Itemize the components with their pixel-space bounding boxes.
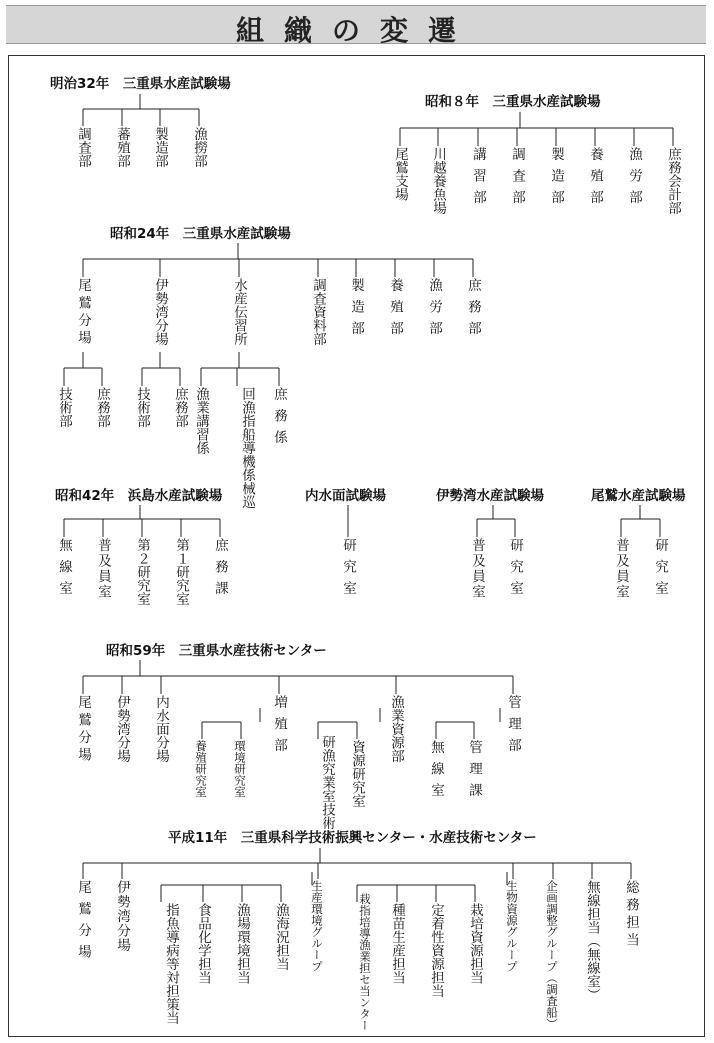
org-unit: 第１研究室 [173, 538, 189, 606]
org-unit: 講習部 [470, 147, 486, 212]
org-subunit: 栽培資源担当 [467, 903, 483, 984]
org-unit: 企画調整グループ（調査船） [545, 880, 559, 1030]
org-unit: 漁業資源部 [388, 695, 404, 763]
org-unit: 庶務会計部 [665, 147, 681, 215]
org-unit: 尾鷲分場 [75, 695, 91, 765]
org-unit: 第２研究室 [134, 538, 150, 606]
org-unit: 研究室 [507, 538, 523, 603]
org-subunit: 研漁究業室技術 [319, 735, 335, 830]
org-subunit: 回漁指船導機係械巡 [239, 387, 255, 509]
org-unit: 内水面分場 [153, 695, 169, 763]
org-unit: 調査部 [75, 127, 91, 168]
org-subunit: 技術部 [56, 387, 72, 428]
org-subunit: 指魚導病等対担策当 [163, 903, 179, 1025]
org-subunit: 食品化学担当 [195, 903, 211, 984]
org-unit: 管理部 [505, 695, 521, 760]
era-header-meiji32: 明治32年 三重県水産試験場 [50, 76, 231, 92]
org-unit: 尾鷲支場 [392, 147, 408, 201]
org-subunit: 漁場環境担当 [234, 903, 250, 984]
era-header-owase: 尾鷲水産試験場 [591, 488, 686, 504]
org-unit: 製造部 [152, 127, 168, 168]
org-unit: 総務担当 [623, 880, 639, 950]
org-unit: 無線担当（無線室） [584, 880, 600, 1002]
org-unit: 漁撈部 [191, 127, 207, 168]
org-unit: 普及員室 [613, 538, 629, 600]
org-unit: 伊勢湾分場 [152, 278, 168, 346]
org-unit: 漁労部 [626, 147, 642, 212]
org-unit: 川越養魚場 [430, 147, 446, 215]
org-unit: 水産伝習所 [231, 278, 247, 346]
org-unit: 普及員室 [469, 538, 485, 600]
page-title: 組織の変遷 [235, 14, 476, 47]
org-subunit: 定着性資源担当 [428, 903, 444, 998]
org-subunit: 無線室 [428, 740, 444, 805]
org-subunit: 庶務係 [271, 387, 287, 452]
org-unit: 庶務部 [465, 278, 481, 343]
org-unit: 生産環境グループ [310, 880, 324, 972]
org-unit: 蕃殖部 [114, 127, 130, 168]
org-unit: 養殖部 [387, 278, 403, 343]
org-subunit: 栽指培導漁業担セ当ンター [358, 893, 372, 1031]
org-unit: 庶務課 [212, 538, 228, 603]
org-subunit: 漁業講習係 [193, 387, 209, 455]
org-subunit: 資源研究室 [349, 740, 365, 808]
org-subunit: 庶務部 [94, 387, 110, 428]
org-unit: 伊勢湾分場 [114, 880, 130, 953]
org-unit: 尾鷲分場 [75, 278, 91, 348]
era-header-isewan: 伊勢湾水産試験場 [436, 488, 544, 504]
era-header-heisei11: 平成11年 三重県科学技術振興センター・水産技術センター [168, 830, 537, 846]
era-header-showa42: 昭和42年 浜島水産試験場 [55, 488, 223, 504]
era-header-showa24: 昭和24年 三重県水産試験場 [110, 226, 291, 242]
org-unit: 普及員室 [95, 538, 111, 600]
org-unit: 尾鷲分場 [75, 880, 91, 966]
org-subunit: 漁海況担当 [273, 903, 289, 971]
org-subunit: 管理課 [466, 740, 482, 805]
org-unit: 製造部 [548, 147, 564, 212]
era-header-naisuimen: 内水面試験場 [305, 488, 386, 504]
org-unit: 漁労部 [426, 278, 442, 343]
org-subunit: 庶務部 [172, 387, 188, 428]
org-unit: 調査資料部 [310, 278, 326, 346]
org-unit: 無線室 [56, 538, 72, 603]
org-unit: 研究室 [340, 538, 356, 603]
org-unit: 生物資源グループ [505, 880, 519, 972]
era-header-showa59: 昭和59年 三重県水産技術センター [106, 643, 327, 659]
org-unit: 製造部 [348, 278, 364, 343]
org-unit: 伊勢湾分場 [114, 695, 130, 763]
org-subunit: 養殖研究室 [194, 740, 208, 798]
org-unit: 研究室 [652, 538, 668, 603]
org-unit: 養殖部 [587, 147, 603, 212]
org-subunit: 技術部 [134, 387, 150, 428]
org-subunit: 種苗生産担当 [389, 903, 405, 984]
org-unit: 調査部 [509, 147, 525, 212]
org-subunit: 環境研究室 [233, 740, 247, 798]
org-unit: 増殖部 [271, 695, 287, 760]
era-header-showa8: 昭和８年 三重県水産試験場 [425, 94, 601, 110]
